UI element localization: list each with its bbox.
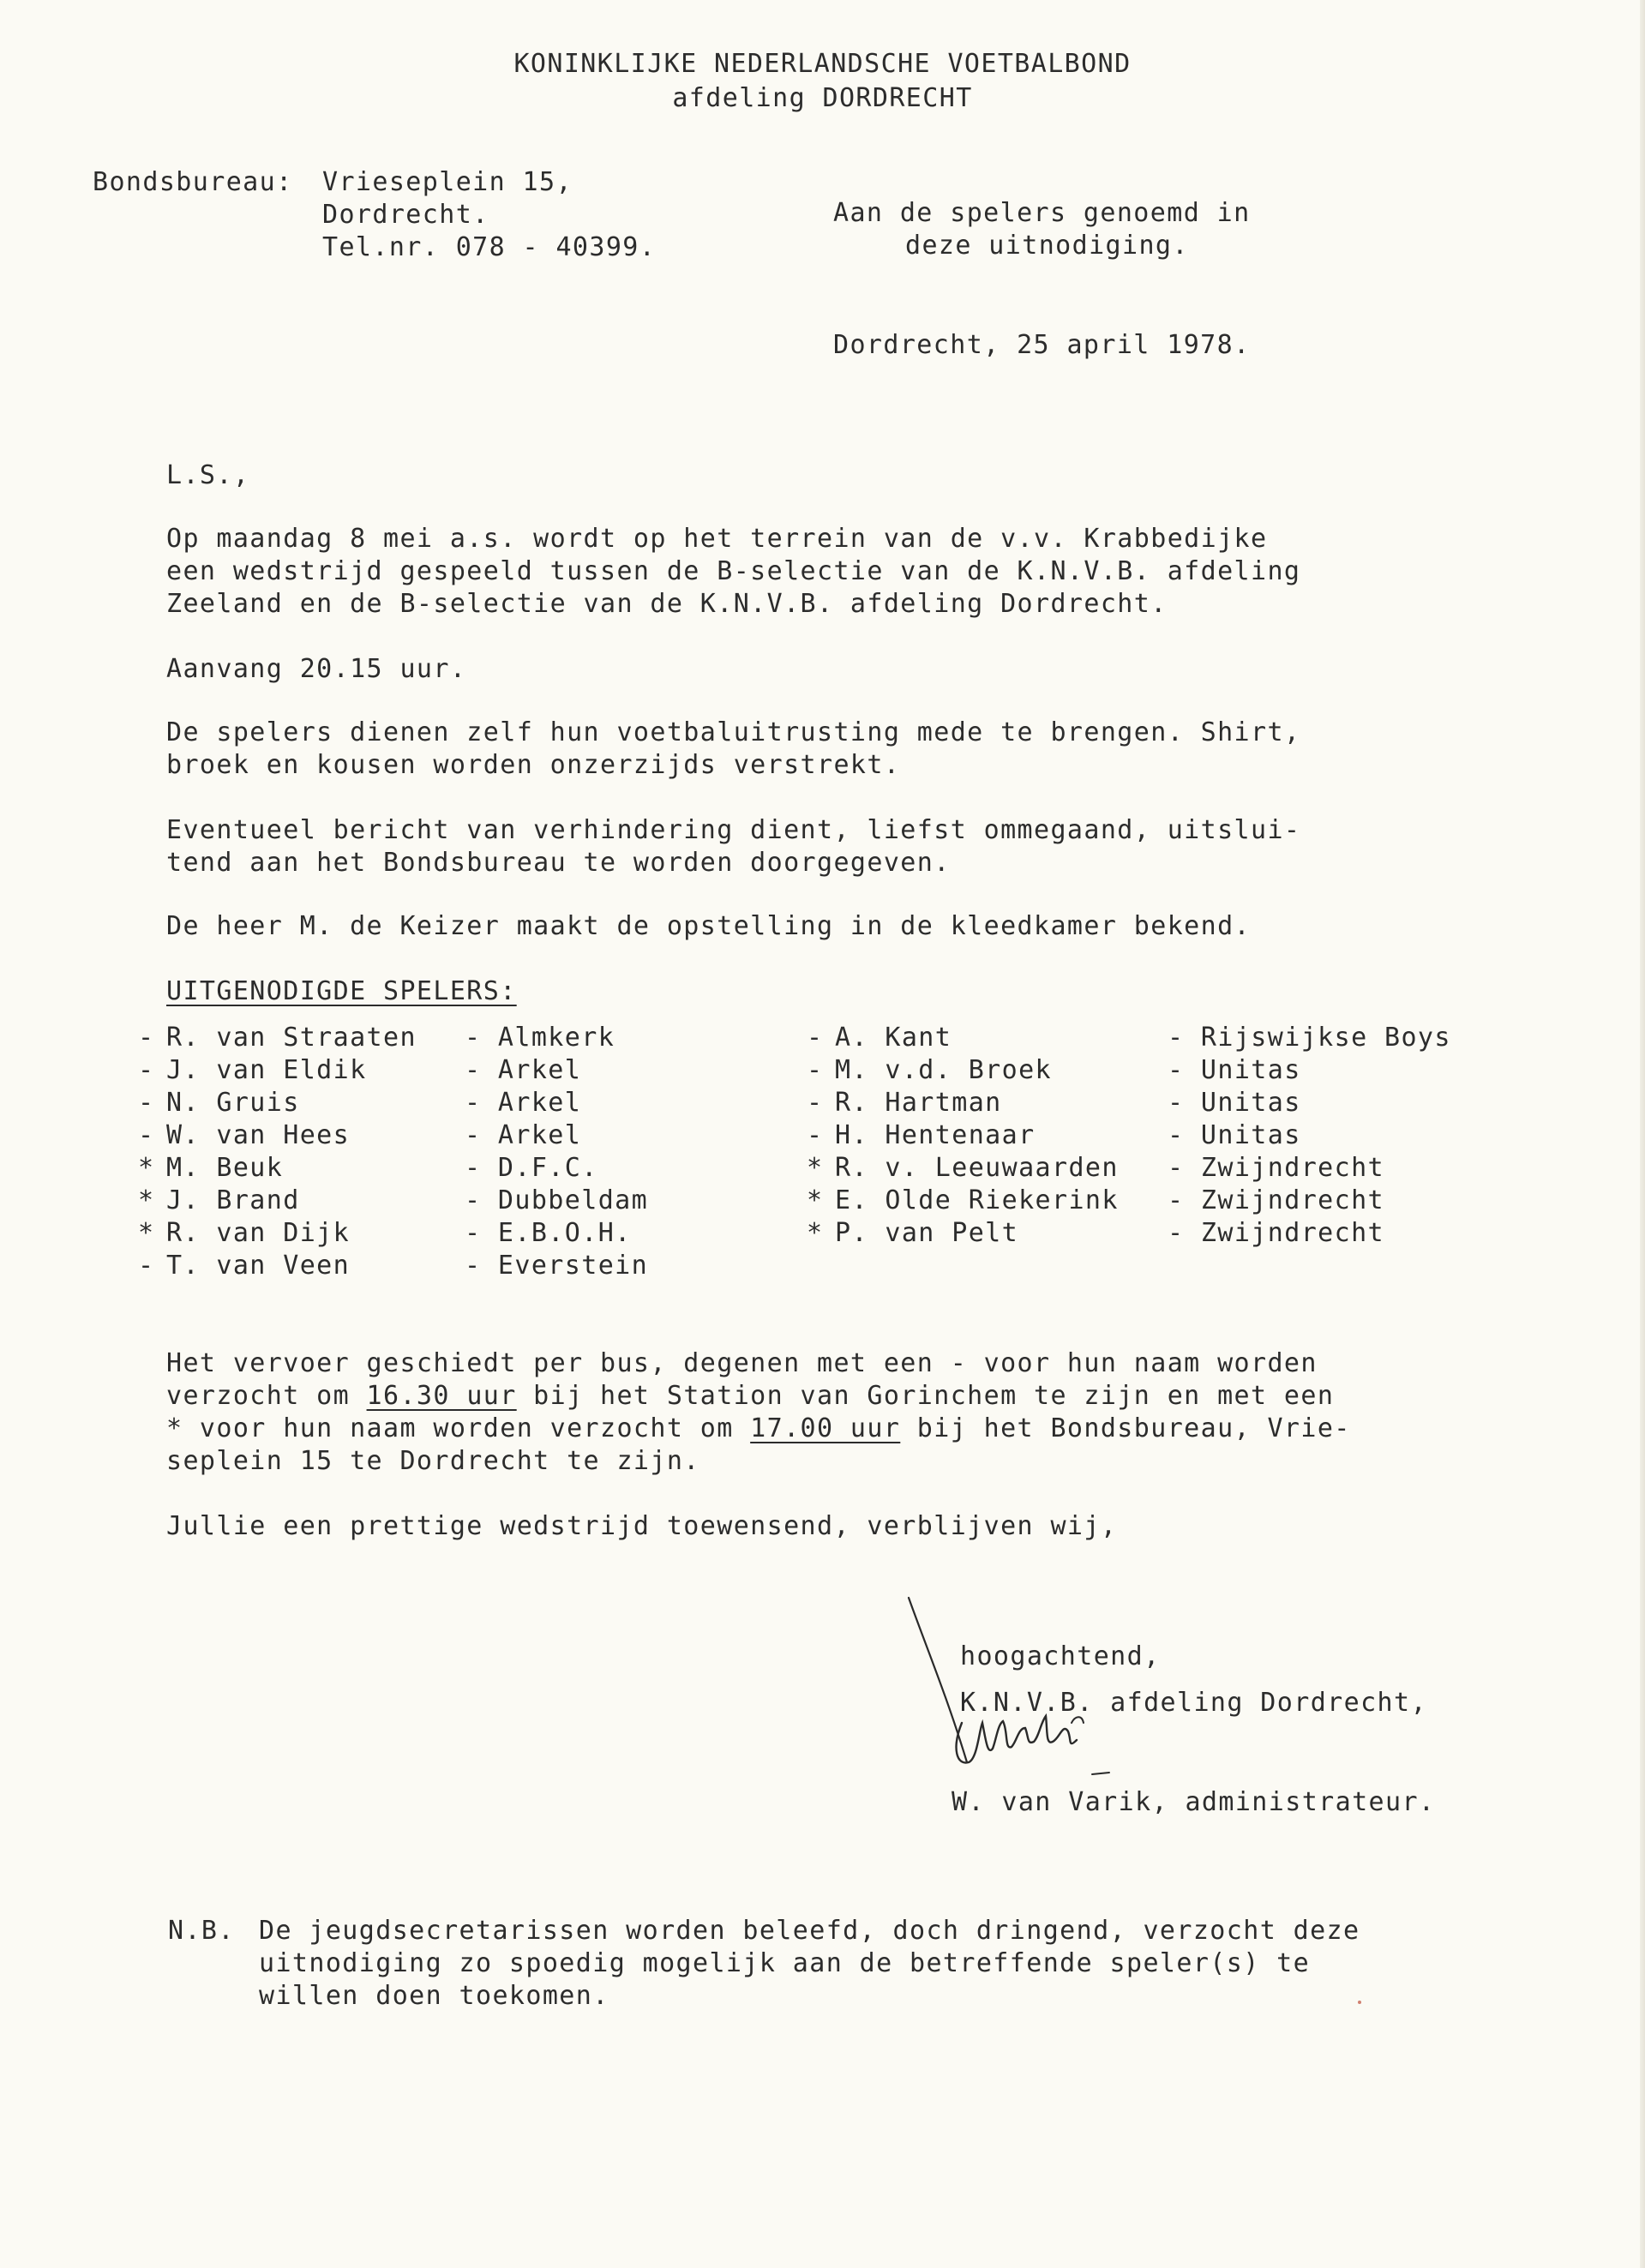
paragraph-3-line-2: broek en kousen worden onzerzijds verstrekt. xyxy=(166,750,901,780)
player-mark: * xyxy=(137,1153,154,1183)
recipient-line-1: Aan de spelers genoemd in xyxy=(833,198,1251,228)
player-mark: - xyxy=(137,1023,154,1053)
player-mark: - xyxy=(806,1088,823,1118)
player-mark: - xyxy=(137,1251,154,1281)
player-name: W. van Hees xyxy=(166,1120,351,1150)
player-club: - D.F.C. xyxy=(465,1153,598,1183)
player-club: - Unitas xyxy=(1168,1055,1301,1085)
note-line-1: De jeugdsecretarissen worden beleefd, doch dringend, verzocht deze xyxy=(259,1916,1360,1946)
player-mark: - xyxy=(137,1055,154,1085)
transport-text: verzocht om xyxy=(166,1381,367,1411)
signoff-name: W. van Varik, administrateur. xyxy=(952,1787,1436,1817)
salutation: L.S., xyxy=(166,460,250,490)
paragraph-1-line-3: Zeeland en de B-selectie van de K.N.V.B. afdeling Dordrecht. xyxy=(166,589,1168,619)
player-name: R. van Straaten xyxy=(166,1023,417,1053)
player-name: M. Beuk xyxy=(166,1153,284,1183)
paragraph-4-line-2: tend aan het Bondsbureau te worden doorgegeven. xyxy=(166,848,951,878)
player-name: R. v. Leeuwaarden xyxy=(835,1153,1119,1183)
player-mark: - xyxy=(806,1055,823,1085)
player-club: - Arkel xyxy=(465,1120,582,1150)
paragraph-2: Aanvang 20.15 uur. xyxy=(166,654,467,684)
player-mark: - xyxy=(806,1023,823,1053)
player-club: - Everstein xyxy=(465,1251,649,1281)
player-mark: * xyxy=(137,1185,154,1215)
gorinchem-time: 16.30 uur xyxy=(366,1381,517,1411)
transport-text: * voor hun naam worden verzocht om xyxy=(166,1413,751,1443)
closing-line: Jullie een prettige wedstrijd toewensend, verblijven wij, xyxy=(166,1511,1118,1541)
transport-line-1: Het vervoer geschiedt per bus, degenen met een - voor hun naam worden xyxy=(166,1348,1318,1378)
player-club: - Unitas xyxy=(1168,1120,1301,1150)
paragraph-5: De heer M. de Keizer maakt de opstelling in de kleedkamer bekend. xyxy=(166,911,1251,941)
transport-text: bij het Bondsbureau, Vrie- xyxy=(900,1413,1351,1443)
player-name: J. Brand xyxy=(166,1185,300,1215)
handwritten-signature xyxy=(900,1594,1123,1783)
player-club: - Zwijndrecht xyxy=(1168,1185,1384,1215)
paragraph-1-line-1: Op maandag 8 mei a.s. wordt op het terrein van de v.v. Krabbedijke xyxy=(166,524,1268,554)
player-name: R. Hartman xyxy=(835,1088,1002,1118)
player-name: J. van Eldik xyxy=(166,1055,367,1085)
note-line-3: willen doen toekomen. xyxy=(259,1981,609,2011)
player-club: - Almkerk xyxy=(465,1023,615,1053)
player-club: - Arkel xyxy=(465,1088,582,1118)
recipient-line-2: deze uitnodiging. xyxy=(905,231,1189,261)
paragraph-1-line-2: een wedstrijd gespeeld tussen de B-selectie van de K.N.V.B. afdeling xyxy=(166,556,1301,586)
player-mark: - xyxy=(137,1120,154,1150)
player-name: E. Olde Riekerink xyxy=(835,1185,1119,1215)
paragraph-4-line-1: Eventueel bericht van verhindering dient, liefst ommegaand, uitslui- xyxy=(166,815,1301,845)
letterhead-organisation: KONINKLIJKE NEDERLANDSCHE VOETBALBOND xyxy=(513,49,1132,79)
transport-line-4: seplein 15 te Dordrecht te zijn. xyxy=(166,1446,700,1476)
player-club: - Zwijndrecht xyxy=(1168,1153,1384,1183)
transport-line-2 xyxy=(166,1380,1334,1413)
paragraph-3-line-1: De spelers dienen zelf hun voetbaluitrusting mede te brengen. Shirt, xyxy=(166,717,1301,747)
player-mark: - xyxy=(137,1088,154,1118)
player-mark: * xyxy=(806,1153,823,1183)
player-name: T. van Veen xyxy=(166,1251,351,1281)
transport-text: bij het Station van Gorinchem te zijn en met een xyxy=(516,1381,1335,1411)
address-phone: Tel.nr. 078 - 40399. xyxy=(322,232,657,262)
player-club: - Unitas xyxy=(1168,1088,1301,1118)
player-club: - Rijswijkse Boys xyxy=(1168,1023,1451,1053)
player-mark: * xyxy=(806,1185,823,1215)
player-name: R. van Dijk xyxy=(166,1218,351,1248)
note-line-2: uitnodiging zo spoedig mogelijk aan de betreffende speler(s) te xyxy=(259,1948,1311,1978)
paper-speck xyxy=(1358,2001,1361,2004)
dordrecht-time: 17.00 uur xyxy=(750,1413,901,1443)
player-name: N. Gruis xyxy=(166,1088,300,1118)
player-club: - E.B.O.H. xyxy=(465,1218,632,1248)
player-mark: * xyxy=(137,1218,154,1248)
player-name: P. van Pelt xyxy=(835,1218,1019,1248)
letter-date: Dordrecht, 25 april 1978. xyxy=(833,330,1251,360)
player-club: - Arkel xyxy=(465,1055,582,1085)
player-club: - Zwijndrecht xyxy=(1168,1218,1384,1248)
signoff-greeting: hoogachtend, xyxy=(960,1641,1161,1671)
note-label: N.B. xyxy=(168,1916,235,1946)
letterhead-division: afdeling DORDRECHT xyxy=(672,83,973,113)
address-label: Bondsbureau: xyxy=(93,167,293,197)
transport-line-3 xyxy=(166,1413,1351,1445)
player-name: A. Kant xyxy=(835,1023,952,1053)
address-street: Vrieseplein 15, xyxy=(322,167,573,197)
player-mark: * xyxy=(806,1218,823,1248)
player-club: - Dubbeldam xyxy=(465,1185,649,1215)
scan-edge xyxy=(1640,0,1645,2268)
signoff-organisation: K.N.V.B. afdeling Dordrecht, xyxy=(960,1688,1427,1718)
player-name: M. v.d. Broek xyxy=(835,1055,1052,1085)
player-name: H. Hentenaar xyxy=(835,1120,1036,1150)
address-city: Dordrecht. xyxy=(322,200,489,230)
player-mark: - xyxy=(806,1120,823,1150)
players-heading: UITGENODIGDE SPELERS: xyxy=(166,976,517,1006)
